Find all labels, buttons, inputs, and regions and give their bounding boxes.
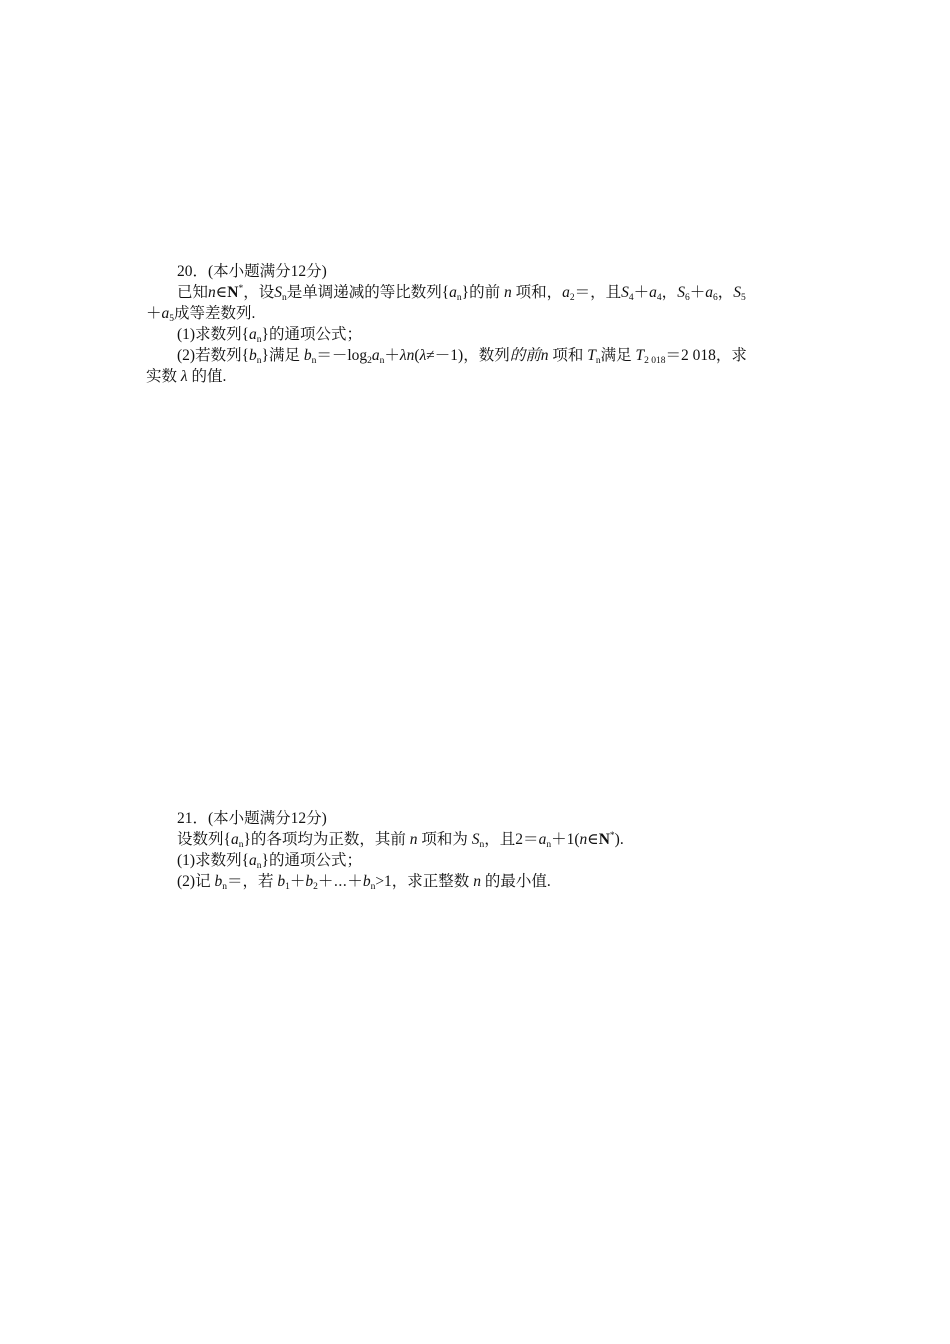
problem-20-statement: 已知n∈N*，设$S_n$是单调递减的等比数列$\{a_n\}$的前 n 项和，$a_2=$，且$S_4+a_4$，$S_6+a_6$，$S_5$ $+a_5$成等差数列. [146, 284, 746, 324]
problem-21-statement: 设数列$\{a_n\}$的各项均为正数，其前 n 项和为 $S_n$，且$2=a_n+1(n\in N^*)$. [177, 831, 624, 850]
problem-20 [146, 261, 808, 387]
problem-20-part-1: (1)求数列$\{a_n\}$的通项公式； [177, 326, 362, 345]
problem-20-part-2: (2)若数列$\{b_n\}$满足 $b_n=-\log_2a_n+\lambda n(\lambda\ne-1)$，数列的前n 项和 $T_n$满足 $T_{2 018}=2$ 018，求 实数 λ 的值. [146, 347, 747, 385]
problem-20-header: 20．(本小题满分12分) [177, 263, 327, 280]
problem-21-part-1: (1)求数列$\{a_n\}$的通项公式； [177, 852, 362, 871]
problem-21-header: 21．(本小题满分12分) [177, 810, 327, 827]
problem-21 [146, 808, 808, 892]
problem-21-part-2: (2)记 $b_n=$，若 $b_1+b_2+\cdots+b_n>1$，求正整数 n 的最小值. [177, 873, 551, 892]
